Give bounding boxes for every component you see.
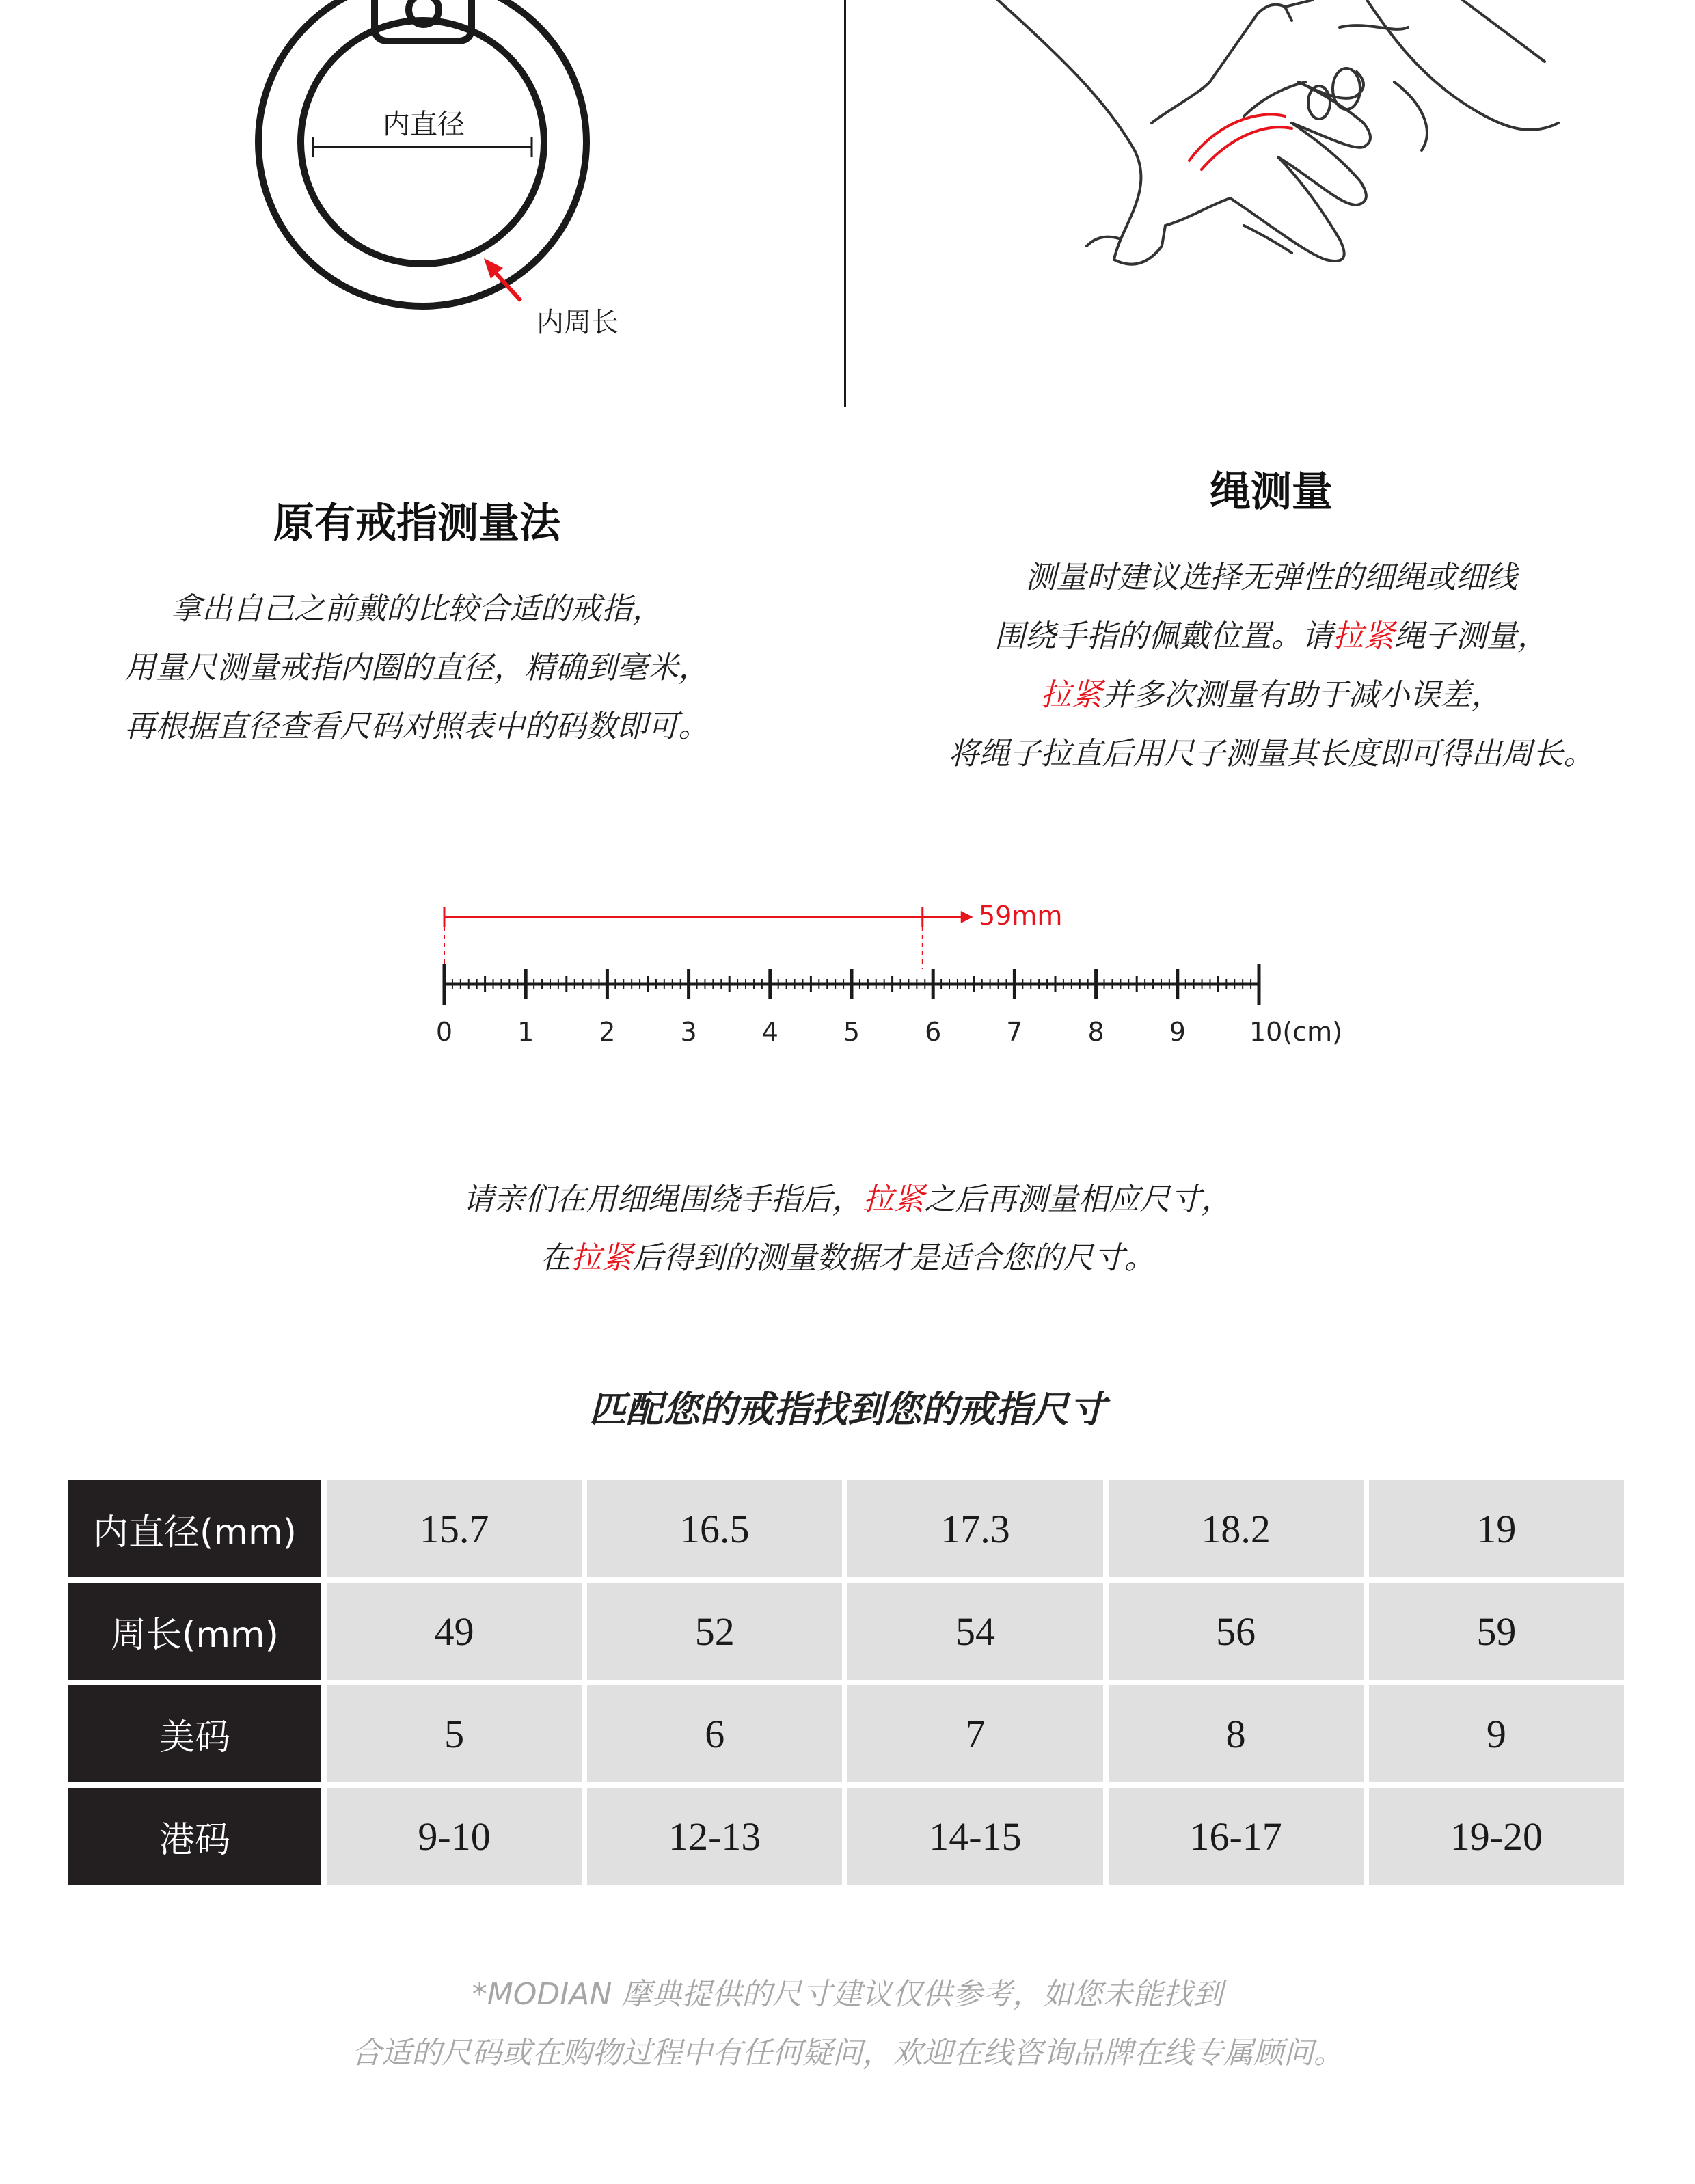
size-chart-title: 匹配您的戒指找到您的戒指尺寸 — [589, 1388, 1106, 1431]
size-chart-table — [63, 1475, 1629, 1890]
left-section-title: 原有戒指测量法 — [273, 500, 560, 547]
measure-arrow-head — [961, 911, 973, 923]
ruler-tick-label: 5 — [843, 1017, 860, 1047]
row-header: 内直径(mm) — [68, 1480, 321, 1577]
right-section-title: 绳测量 — [1210, 468, 1333, 516]
right-line-2: 围绕手指的佩戴位置。请拉紧绳子测量， — [994, 618, 1549, 654]
row-header: 周长(mm) — [68, 1583, 321, 1680]
footer-note — [164, 1965, 1531, 2083]
highlight-tighten: 拉紧 — [570, 1240, 632, 1276]
table-cell: 56 — [1109, 1583, 1364, 1680]
highlight-tighten: 拉紧 — [1332, 618, 1394, 654]
table-cell: 49 — [327, 1583, 582, 1680]
table-cell: 15.7 — [327, 1480, 582, 1577]
right-line-1: 测量时建议选择无弹性的细绳或细线 — [1025, 559, 1517, 595]
left-line-3: 再根据直径查看尺码对照表中的码数即可。 — [124, 708, 709, 744]
footer-line-2: 合适的尺码或在购物过程中有任何疑问，欢迎在线咨询品牌在线专属顾问。 — [351, 2036, 1344, 2071]
measure-label: 59mm — [979, 901, 1063, 931]
left-line-2: 用量尺测量戒指内圈的直径，精确到毫米， — [124, 649, 709, 685]
table-cell: 19-20 — [1369, 1788, 1624, 1885]
ruler-tick-label: 4 — [761, 1017, 778, 1047]
table-cell: 9 — [1369, 1685, 1624, 1782]
table-row — [68, 1583, 1624, 1680]
table-cell: 16-17 — [1109, 1788, 1364, 1885]
tip-line-1: 请亲们在用细绳围绕手指后，拉紧之后再测量相应尺寸， — [463, 1181, 1232, 1217]
table-cell: 17.3 — [848, 1480, 1102, 1577]
table-row — [68, 1480, 1624, 1577]
ruler-tick-label: 1 — [517, 1017, 534, 1047]
table-cell: 9-10 — [327, 1788, 582, 1885]
table-cell: 5 — [327, 1685, 582, 1782]
table-cell: 59 — [1369, 1583, 1624, 1680]
right-line-3: 拉紧并多次测量有助于减小误差， — [1040, 677, 1502, 713]
table-cell: 14-15 — [848, 1788, 1102, 1885]
row-header: 美码 — [68, 1685, 321, 1782]
ruler — [0, 0, 1695, 1066]
ruler-tick-label: 8 — [1087, 1017, 1104, 1047]
highlight-tighten: 拉紧 — [1040, 677, 1102, 713]
table-row — [68, 1685, 1624, 1782]
table-cell: 8 — [1109, 1685, 1364, 1782]
tip-text — [232, 1170, 1463, 1287]
table-cell: 6 — [587, 1685, 842, 1782]
table-cell: 7 — [848, 1685, 1102, 1782]
footer-line-1: *MODIAN 摩典提供的尺寸建议仅供参考，如您未能找到 — [472, 1977, 1223, 2012]
table-cell: 12-13 — [587, 1788, 842, 1885]
table-cell: 52 — [587, 1583, 842, 1680]
ruler-tick-label: 0 — [435, 1017, 453, 1047]
table-row — [68, 1788, 1624, 1885]
ruler-tick-label: 7 — [1006, 1017, 1023, 1047]
highlight-tighten: 拉紧 — [863, 1181, 925, 1217]
table-cell: 19 — [1369, 1480, 1624, 1577]
ruler-tick-label: 6 — [925, 1017, 942, 1047]
ruler-tick-label: 2 — [599, 1017, 616, 1047]
ruler-tick-label: 9 — [1169, 1017, 1186, 1047]
table-cell: 16.5 — [587, 1480, 842, 1577]
tip-line-2: 在拉紧后得到的测量数据才是适合您的尺寸。 — [539, 1240, 1156, 1276]
ruler-tick-label: 10(cm) — [1249, 1017, 1342, 1047]
ruler-tick-label: 3 — [680, 1017, 697, 1047]
inner-circumference-label: 内周长 — [537, 307, 619, 338]
table-cell: 54 — [848, 1583, 1102, 1680]
right-line-4: 将绳子拉直后用尺子测量其长度即可得出周长。 — [948, 735, 1595, 772]
row-header: 港码 — [68, 1788, 321, 1885]
left-line-1: 拿出自己之前戴的比较合适的戒指， — [170, 590, 663, 627]
inner-diameter-label: 内直径 — [383, 109, 465, 140]
table-cell: 18.2 — [1109, 1480, 1364, 1577]
